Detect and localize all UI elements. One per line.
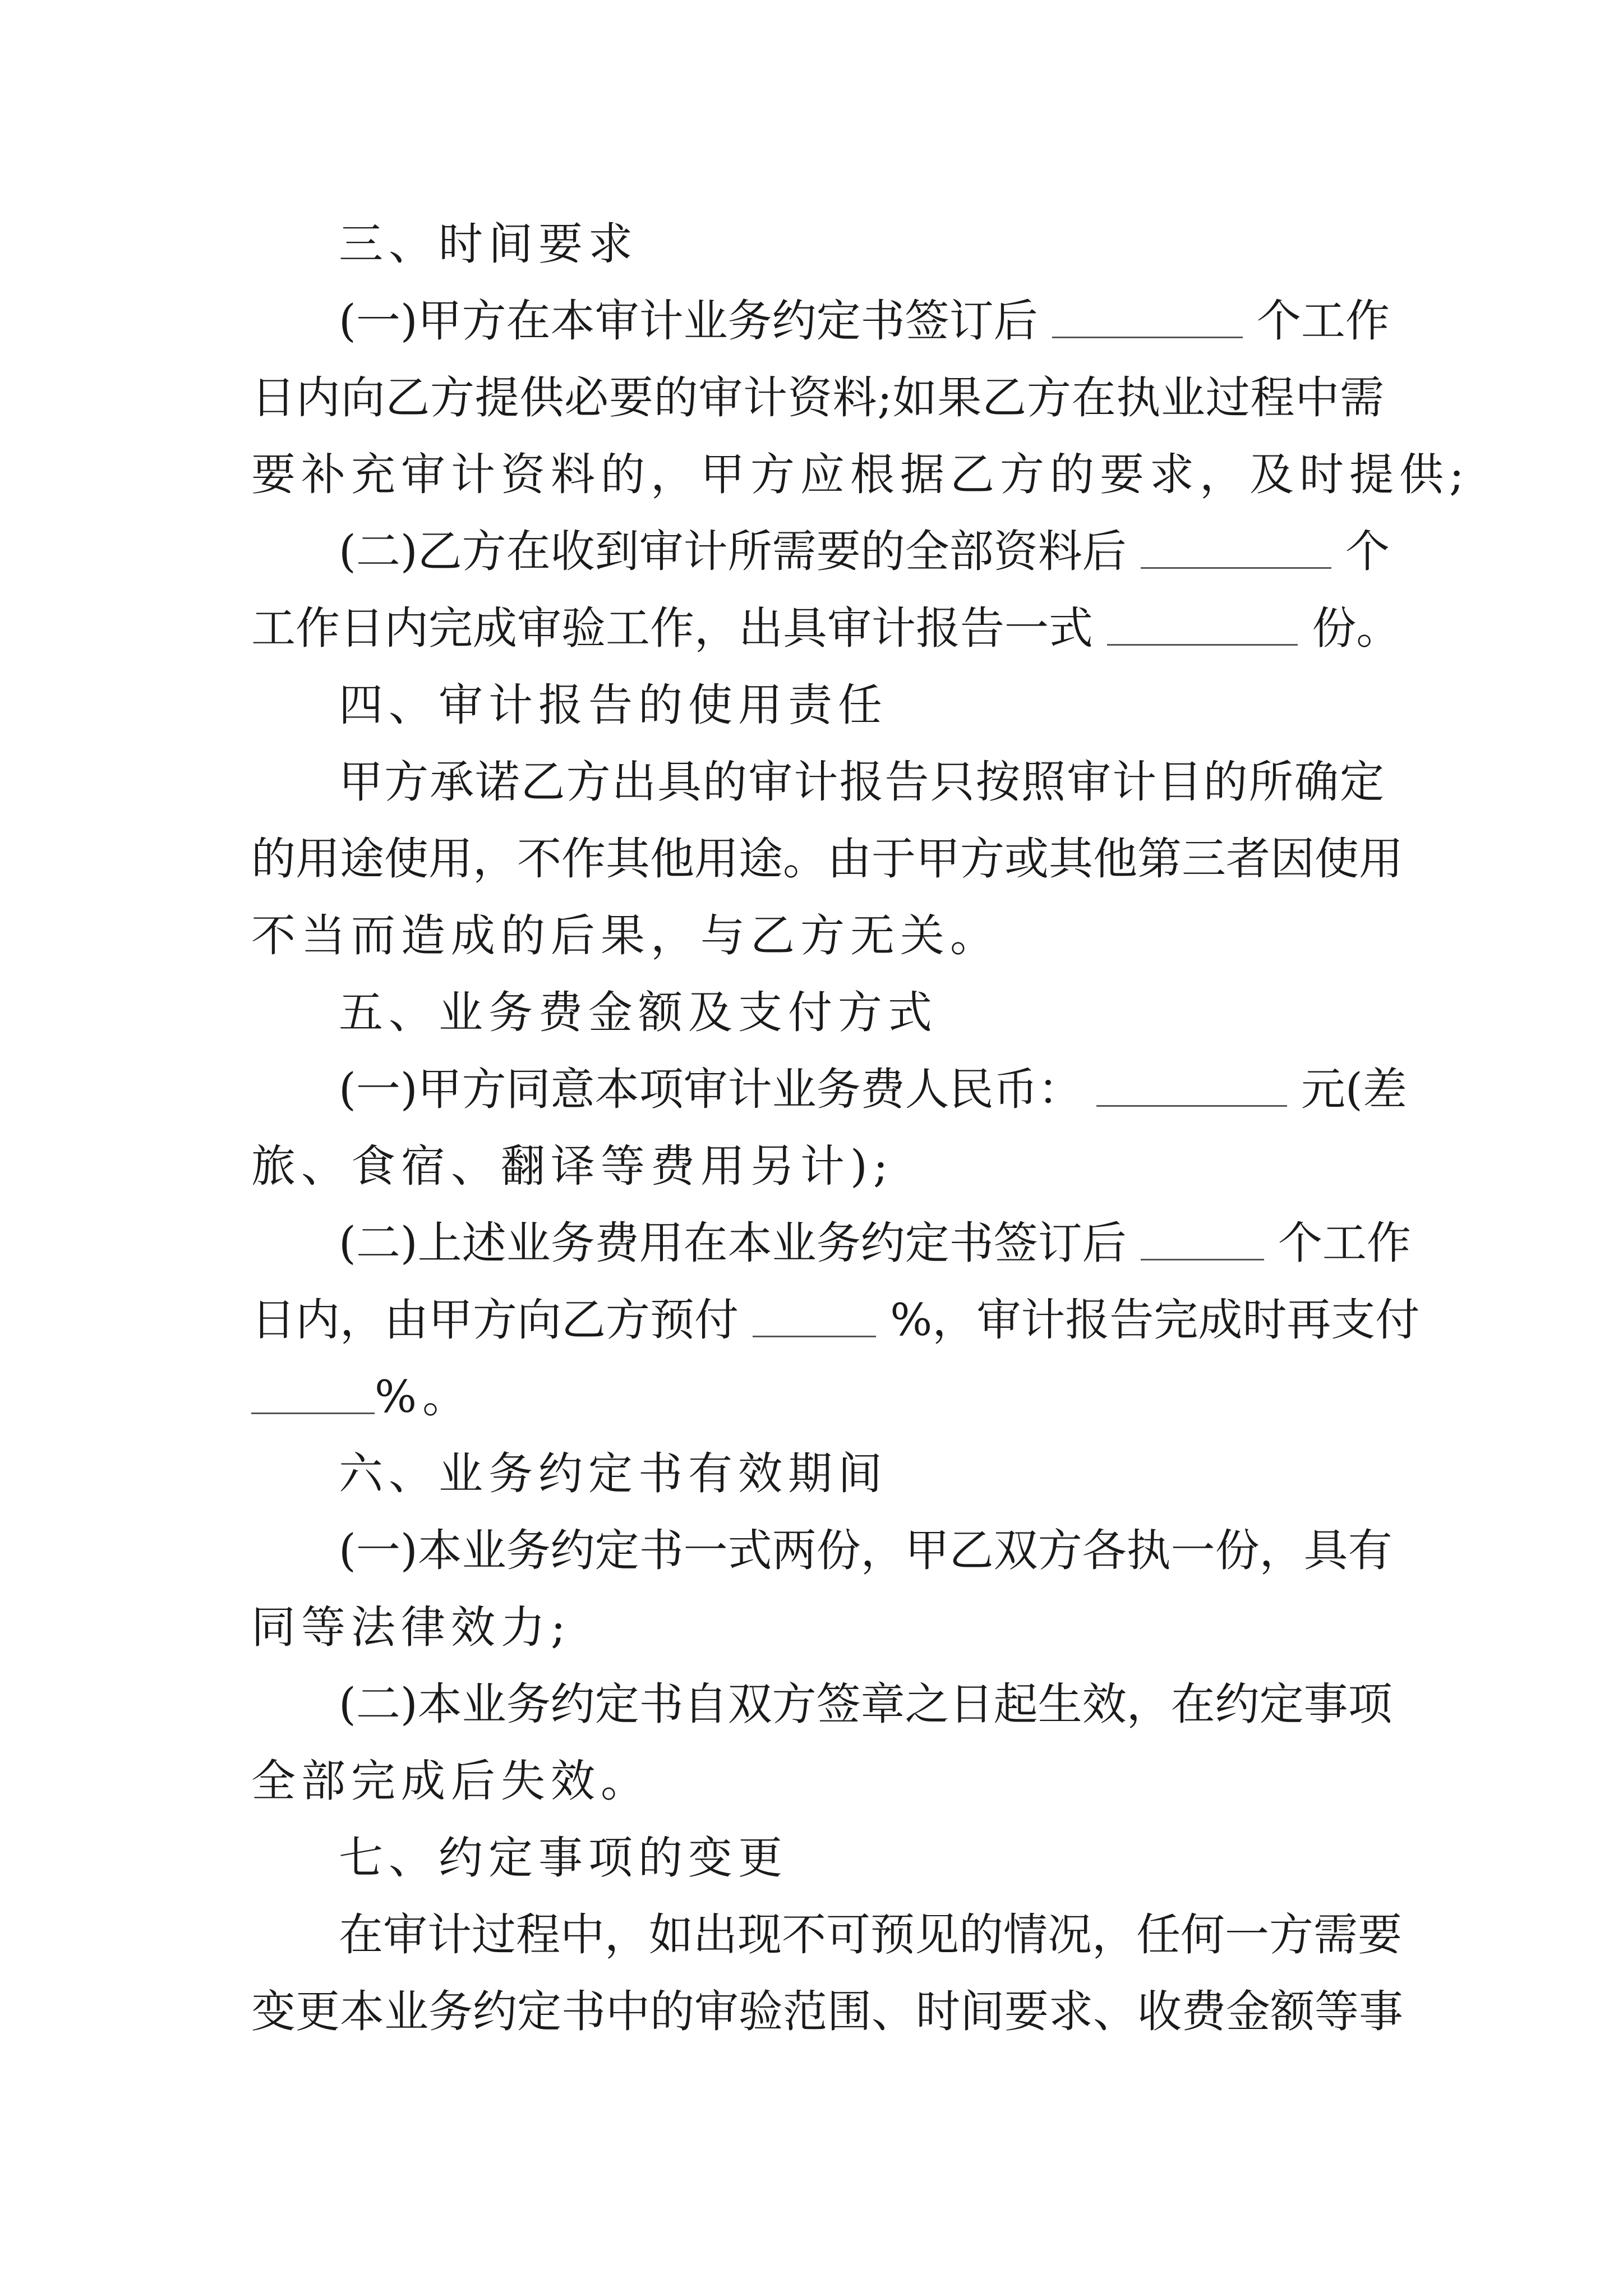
paragraph-line: 的用途使用，不作其他用途。由于甲方或其他第三者因使用 [251,833,1403,885]
paragraph-line: (一)本业务约定书一式两份，甲乙双方各执一份，具有 [339,1525,1393,1576]
paragraph-line: 工作日内完成审验工作，出具审计报告一式 份。 [251,602,1401,654]
paragraph-line: (二)本业务约定书自双方签章之日起生效，在约定事项 [339,1678,1393,1730]
fill-in-blank[interactable] [1141,528,1331,569]
paragraph-line: %。 [251,1352,1384,1442]
fill-in-blank[interactable] [753,1296,876,1337]
paragraph-line: 在审计过程中，如出现不可预见的情况，任何一方需要 [339,1909,1402,1961]
paragraph-line: 全部完成后失效。 [251,1755,651,1807]
section-heading-fee-payment: 五、业务费金额及支付方式 [339,987,938,1038]
paragraph-line: 变更本业务约定书中的审验范围、时间要求、收费金额等事 [251,1986,1403,2037]
paragraph-line: 日内向乙方提供必要的审计资料;如果乙方在执业过程中需 [251,372,1384,424]
paragraph-line: 日内，由甲方向乙方预付 %，审计报告完成时再支付 [251,1294,1420,1346]
section-heading-validity-period: 六、业务约定书有效期间 [339,1448,888,1499]
paragraph-line: (二)乙方在收到审计所需要的全部资料后 个 [339,526,1390,577]
section-heading-report-usage: 四、审计报告的使用责任 [339,679,888,731]
paragraph-line: 不当而造成的后果，与乙方无关。 [251,910,1000,961]
section-heading-time-requirements: 三、时间要求 [339,218,638,270]
paragraph-line: 同等法律效力; [251,1602,571,1653]
fill-in-blank[interactable] [1096,1066,1287,1107]
fill-in-blank[interactable] [1141,1220,1264,1260]
section-heading-changes: 七、约定事项的变更 [339,1832,788,1884]
fill-in-blank[interactable] [251,1373,375,1414]
paragraph-line: (二)上述业务费用在本业务约定书签订后 个工作 [339,1217,1411,1269]
fill-in-blank[interactable] [1107,605,1298,646]
paragraph-line: 要补充审计资料的，甲方应根据乙方的要求，及时提供; [251,449,1470,500]
paragraph-line: (一)甲方在本审计业务约定书签订后 个工作 [339,295,1390,347]
paragraph-line: 旅、食宿、翻译等费用另计); [251,1140,894,1192]
fill-in-blank[interactable] [1052,297,1243,338]
paragraph-line: 甲方承诺乙方出具的审计报告只按照审计目的所确定 [339,756,1384,808]
paragraph-line: (一)甲方同意本项审计业务费人民币： 元(差 [339,1064,1407,1115]
